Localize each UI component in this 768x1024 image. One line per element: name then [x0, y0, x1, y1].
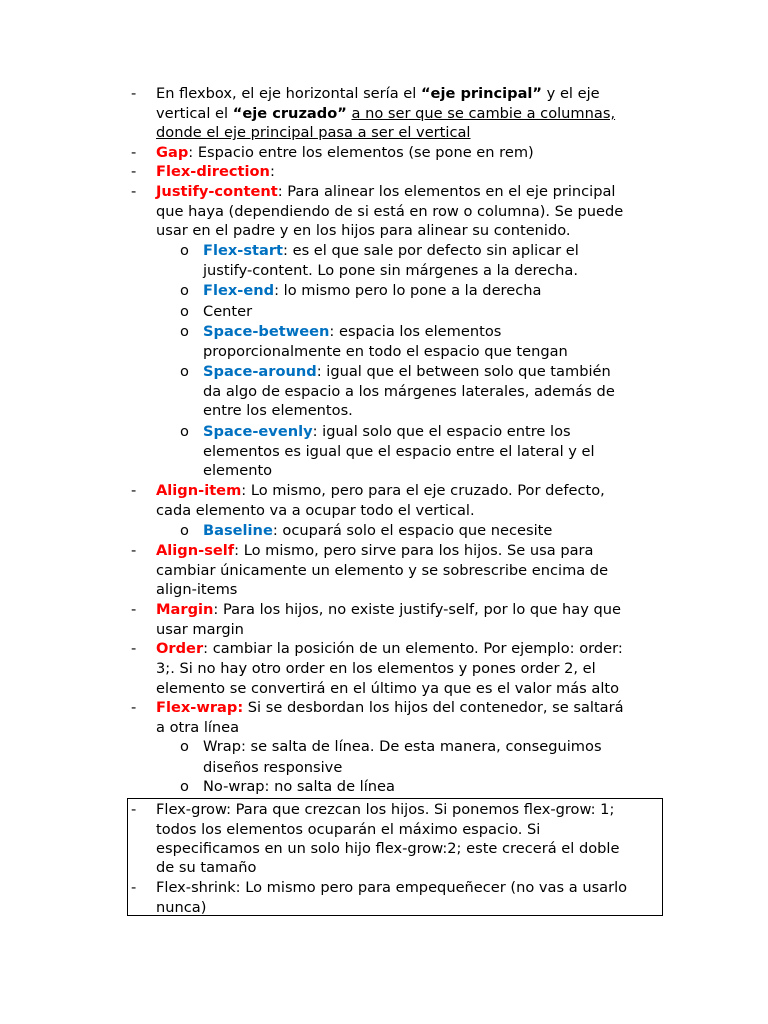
text-run: : ocupará solo el espacio que necesite: [272, 522, 553, 539]
text-line: proporcionalmente en todo el espacio que tengan: [203, 343, 568, 360]
text-line: [156, 481, 605, 501]
text-run: y el eje: [542, 85, 600, 102]
text-line: nunca): [156, 899, 207, 916]
term-align-item: Align-item: [156, 482, 242, 499]
text-line: [203, 422, 571, 442]
circle-bullet: o: [180, 303, 189, 320]
text-line: elementos es igual que el espacio entre el lateral y el: [203, 443, 595, 460]
text-line: [156, 143, 534, 163]
term-align-self: Align-self: [156, 542, 235, 559]
text-line: [156, 104, 615, 124]
circle-bullet: o: [180, 738, 189, 755]
dash-bullet: -: [131, 801, 137, 818]
text-line: align-items: [156, 581, 238, 598]
text-run: En flexbox, el eje horizontal sería el: [156, 85, 421, 102]
text-line: 3;. Si no hay otro order en los elementos y pones order 2, el: [156, 660, 596, 677]
term-flex-wrap: Flex-wrap:: [156, 699, 244, 716]
text-line: [156, 698, 624, 718]
text-line: [203, 322, 501, 342]
text-line: Flex-shrink: Lo mismo pero para empequeñecer (no vas a usarlo: [156, 879, 628, 896]
text-run: : Lo mismo, pero sirve para los hijos. Se usa para: [234, 542, 594, 559]
text-line: todos los elementos ocuparán el máximo espacio. Si: [156, 821, 541, 838]
term-order: Order: [156, 640, 204, 657]
term-flex-end: Flex-end: [203, 282, 275, 299]
text-run: vertical el: [156, 105, 233, 122]
text-run: : espacia los elementos: [329, 323, 502, 340]
term-margin: Margin: [156, 601, 214, 618]
circle-bullet: o: [180, 282, 189, 299]
text-line: [203, 281, 541, 301]
term-gap: Gap: [156, 144, 189, 161]
dash-bullet: -: [131, 482, 137, 499]
text-run: : Espacio entre los elementos (se pone en rem): [188, 144, 534, 161]
text-run: : es el que sale por defecto sin aplicar el: [283, 242, 579, 259]
term-space-evenly: Space-evenly: [203, 423, 313, 440]
text-line: [156, 639, 623, 659]
text-line: [203, 362, 611, 382]
circle-bullet: o: [180, 778, 189, 795]
text-run: : lo mismo pero lo pone a la derecha: [274, 282, 542, 299]
text-line: diseños responsive: [203, 759, 343, 776]
circle-bullet: o: [180, 522, 189, 539]
text-line: Wrap: se salta de línea. De esta manera, conseguimos: [203, 738, 602, 755]
text-run: : Lo mismo, pero para el eje cruzado. Por defecto,: [241, 482, 605, 499]
term-justify-content: Justify-content: [156, 183, 278, 200]
text-line: [203, 241, 579, 261]
bold-term: “eje principal”: [420, 85, 543, 102]
text-line: especificamos en un solo hijo flex-grow:2; este crecerá el doble: [156, 840, 620, 857]
text-line: [203, 521, 552, 541]
text-line: [156, 600, 621, 620]
text-line: [156, 84, 600, 104]
term-space-around: Space-around: [203, 363, 317, 380]
text-line: cambiar únicamente un elemento y se sobrescribe encima de: [156, 562, 609, 579]
term-space-between: Space-between: [203, 323, 330, 340]
text-line: entre los elementos.: [203, 402, 353, 419]
dash-bullet: -: [131, 85, 137, 102]
text-line: No-wrap: no salta de línea: [203, 778, 395, 795]
text-run: : igual solo que el espacio entre los: [312, 423, 571, 440]
circle-bullet: o: [180, 242, 189, 259]
text-run: :: [269, 163, 275, 180]
dash-bullet: -: [131, 640, 137, 657]
text-run: : igual que el between solo que también: [316, 363, 611, 380]
text-run: Si se desbordan los hijos del contenedor, se saltará: [243, 699, 624, 716]
bold-term: “eje cruzado”: [232, 105, 347, 122]
circle-bullet: o: [180, 363, 189, 380]
text-run: : Para alinear los elementos en el eje principal: [277, 183, 616, 200]
text-line: usar margin: [156, 621, 244, 638]
text-line: da algo de espacio a los márgenes laterales, además de: [203, 383, 615, 400]
term-flex-start: Flex-start: [203, 242, 284, 259]
dash-bullet: -: [131, 183, 137, 200]
dash-bullet: -: [131, 163, 137, 180]
circle-bullet: o: [180, 323, 189, 340]
text-line: a otra línea: [156, 719, 240, 736]
text-line: cada elemento va a ocupar todo el vertical.: [156, 502, 475, 519]
dash-bullet: -: [131, 601, 137, 618]
underlined-text: donde el eje principal pasa a ser el vertical: [156, 124, 471, 141]
dash-bullet: -: [131, 144, 137, 161]
text-line: Center: [203, 303, 253, 320]
text-line: elemento se convertirá en el último ya que es el valor más alto: [156, 680, 620, 697]
underlined-text: a no ser que se cambie a columnas,: [351, 105, 616, 122]
dash-bullet: -: [131, 879, 137, 896]
term-flex-direction: Flex-direction: [156, 163, 270, 180]
text-line: Flex-grow: Para que crezcan los hijos. Si ponemos flex-grow: 1;: [156, 801, 615, 818]
text-run: : cambiar la posición de un elemento. Por ejemplo: order:: [203, 640, 623, 657]
term-baseline: Baseline: [203, 522, 273, 539]
text-line: justify-content. Lo pone sin márgenes a la derecha.: [203, 262, 578, 279]
dash-bullet: -: [131, 542, 137, 559]
text-line: [156, 162, 275, 182]
text-line: de su tamaño: [156, 859, 257, 876]
text-line: elemento: [203, 462, 273, 479]
text-line: usar en el padre y en los hijos para alinear su contenido.: [156, 222, 571, 239]
text-line: que haya (dependiendo de si está en row o columna). Se puede: [156, 203, 624, 220]
text-line: [156, 182, 615, 202]
circle-bullet: o: [180, 423, 189, 440]
text-run: : Para los hijos, no existe justify-self, por lo que hay que: [213, 601, 622, 618]
text-line: [156, 541, 593, 561]
dash-bullet: -: [131, 699, 137, 716]
